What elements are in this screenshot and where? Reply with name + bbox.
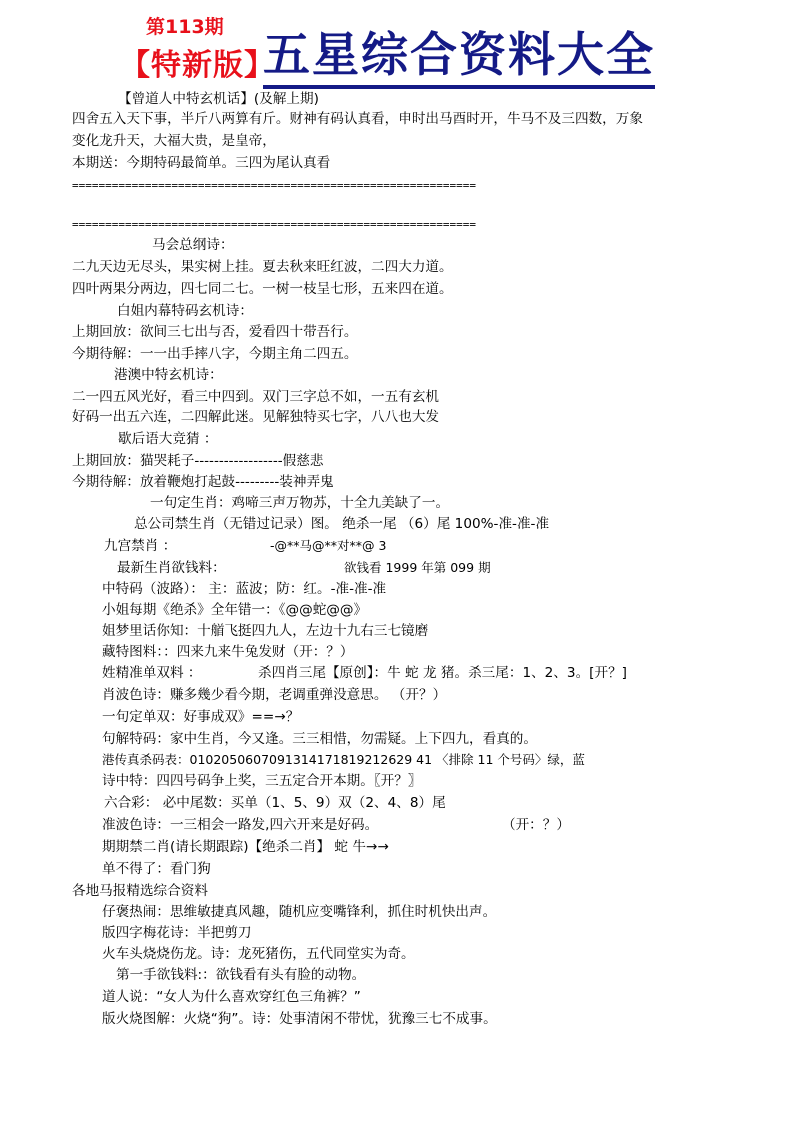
text-line: -@**马@**对**@ 3 <box>270 538 387 553</box>
divider-rule: ============================================================= <box>72 179 476 192</box>
text-line: 港传真杀码表：0102050607091314171819212629 41 〈排除 11 个号码〉绿，蓝 <box>102 752 585 767</box>
text-line: 道人说：“女人为什么喜欢穿红色三角裤？” <box>102 989 361 1005</box>
text-line: 版四字梅花诗：半把剪刀 <box>102 925 252 941</box>
section-heading: 港澳中特玄机诗： <box>114 367 223 383</box>
text-line: 藏特图料：：四来九来牛兔发财（开：？） <box>102 644 354 660</box>
text-line: 【曾道人中特玄机话】(及解上期) <box>118 91 319 107</box>
text-line: 上期回放：猫哭耗子------------------假慈悲 <box>72 453 324 469</box>
text-line: 变化龙升天，大福大贵，是皇帝， <box>72 133 276 149</box>
text-line: 句解特码：家中生肖，今又逢。三三相惜，勿需疑。上下四九，看真的。 <box>102 731 537 747</box>
text-line: 姐梦里话你知：十艏飞挺四九人，左边十九右三七镜磨 <box>102 623 429 639</box>
text-line: 一句定生肖：鸡啼三声万物苏，十全九美缺了一。 <box>150 495 450 511</box>
text-line: 四叶两果分两边，四七同二七。一树一枝呈七形，五来四在道。 <box>72 281 453 297</box>
text-line: 二九天边无尽头，果实树上挂。夏去秋来旺红波，二四大力道。 <box>72 259 453 275</box>
divider-rule: ============================================================= <box>72 218 476 231</box>
text-line: 期期禁二肖(请长期跟踪)【绝杀二肖】 蛇 牛→→ <box>102 839 389 855</box>
text-line: 今期待解：放着鞭炮打起鼓---------装神弄鬼 <box>72 474 334 490</box>
text-line: 二一四五风光好，看三中四到。双门三字总不如，一五有玄机 <box>72 389 440 405</box>
text-line: 姓精准单双料 ： <box>102 665 202 681</box>
issue-number: 第113期 <box>146 16 224 38</box>
text-line: 准波色诗：一三相会一路发,四六开来是好码。 <box>102 817 379 833</box>
text-line: 总公司禁生肖（无错过记录）图。 绝杀一尾 （6）尾 100%-准-准-准 <box>134 516 550 532</box>
text-line: 欲钱看 1999 年第 099 期 <box>344 560 491 575</box>
text-line: 六合彩： 必中尾数：买单（1、5、9）双（2、4、8）尾 <box>104 795 446 811</box>
text-line: 杀四肖三尾【原创】：牛 蛇 龙 猪。杀三尾：1、2、3。[开？] <box>258 665 627 681</box>
page-title: 五星综合资料大全 <box>263 28 655 89</box>
text-line: 诗中特：四四号码争上奖，三五定合开本期。〖开？〗 <box>102 773 422 789</box>
text-line: 最新生肖欲钱料： <box>117 560 226 576</box>
edition-label: 【特新版】 <box>120 48 275 83</box>
section-heading: 歇后语大竞猜 ： <box>118 431 218 447</box>
text-line: 中特码（波路）： 主：蓝波；防：红。-准-准-准 <box>102 581 387 597</box>
section-heading: 白姐内幕特码玄机诗： <box>117 303 253 319</box>
text-line: 一句定单双：好事成双》==→？ <box>102 709 300 725</box>
text-line: 仔褒热闹：思维敏捷真风趣，随机应变嘴锋利，抓住时机快出声。 <box>102 904 497 920</box>
text-line: 火车头烧烧伤龙。诗：龙死猪伤，五代同堂实为奇。 <box>102 946 415 962</box>
section-heading: 马会总纲诗： <box>152 237 234 253</box>
text-line: 上期回放：欲间三七出与否，爱看四十带吾行。 <box>72 324 358 340</box>
text-line: 版火烧图解：火烧“狗”。诗：处事清闲不带忧，犹豫三七不成事。 <box>102 1011 497 1027</box>
text-line: 本期送：今期特码最简单。三四为尾认真看 <box>72 155 331 171</box>
text-line: （开：？） <box>502 817 570 833</box>
text-line: 小姐每期《绝杀》全年错一：《@@蛇@@》 <box>102 602 368 618</box>
text-line: 单不得了：看门狗 <box>102 861 211 877</box>
text-line: 九宫禁肖 ： <box>104 538 177 554</box>
text-line: 好码一出五六连，二四解此迷。见解独特买七字，八八也大发 <box>72 409 440 425</box>
section-heading: 各地马报精选综合资料 <box>72 883 208 899</box>
text-line: 四舍五入天下事，半斤八两算有斤。财神有码认真看，申时出马酉时开，牛马不及三四数，万象 <box>72 111 643 127</box>
text-line: 第一手欲钱料:：欲钱看有头有脸的动物。 <box>116 967 366 983</box>
text-line: 今期待解：一一出手摔八字，今期主角二四五。 <box>72 346 358 362</box>
text-line: 肖波色诗：赚多幾少看今期，老调重弹没意思。 （开？） <box>102 687 447 703</box>
